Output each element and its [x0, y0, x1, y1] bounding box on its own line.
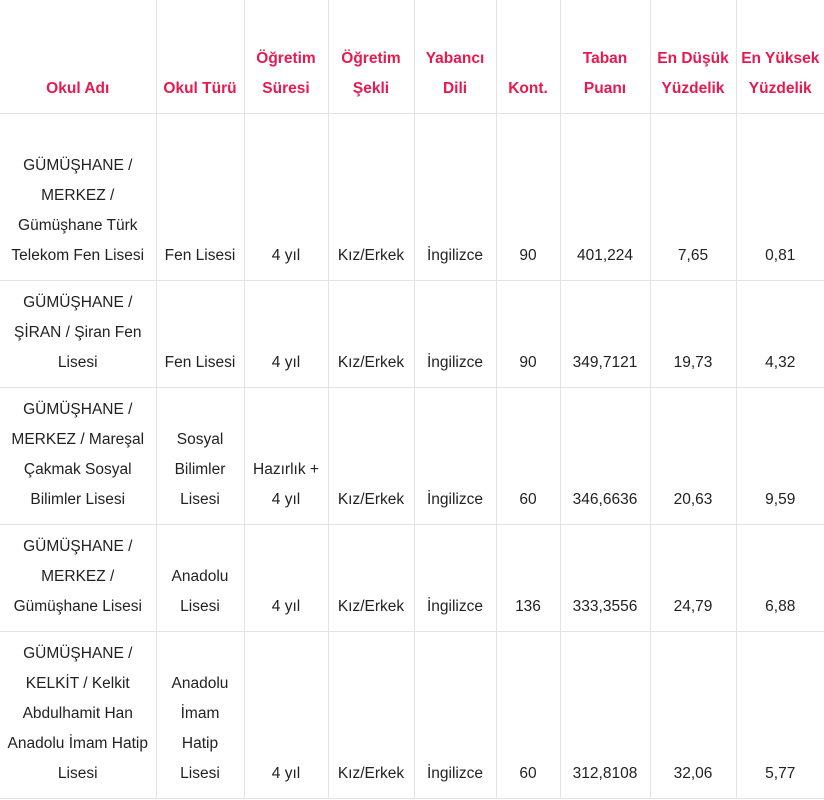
header-ogretim-sekli: Öğretim Şekli [328, 0, 414, 114]
cell-yabanci-dili: İngilizce [414, 525, 496, 632]
cell-taban-puani: 349,7121 [560, 281, 650, 388]
header-ogretim-suresi: Öğretim Süresi [244, 0, 328, 114]
table-row [0, 388, 824, 525]
cell-en-dusuk-yuzdelik: 20,63 [650, 388, 736, 525]
cell-taban-puani: 346,6636 [560, 388, 650, 525]
cell-en-dusuk-yuzdelik: 24,79 [650, 525, 736, 632]
cell-taban-puani: 312,8108 [560, 632, 650, 799]
cell-yabanci-dili: İngilizce [414, 632, 496, 799]
cell-en-dusuk-yuzdelik: 19,73 [650, 281, 736, 388]
cell-okul-adi: GÜMÜŞHANE / KELKİT / Kelkit Abdulhamit Han Anadolu İmam Hatip Lisesi [0, 632, 156, 799]
cell-yabanci-dili: İngilizce [414, 114, 496, 281]
cell-yabanci-dili: İngilizce [414, 388, 496, 525]
cell-okul-adi: GÜMÜŞHANE / MERKEZ / Mareşal Çakmak Sosyal Bilimler Lisesi [0, 388, 156, 525]
cell-okul-turu: Fen Lisesi [156, 114, 244, 281]
cell-kont: 90 [496, 281, 560, 388]
header-okul-adi: Okul Adı [0, 0, 156, 114]
cell-kont: 60 [496, 388, 560, 525]
header-yabanci-dili: Yabancı Dili [414, 0, 496, 114]
cell-okul-turu: Anadolu Lisesi [156, 525, 244, 632]
cell-okul-turu: Fen Lisesi [156, 281, 244, 388]
header-en-dusuk-yuzdelik: En Düşük Yüzdelik [650, 0, 736, 114]
cell-yabanci-dili: İngilizce [414, 281, 496, 388]
cell-en-yuksek-yuzdelik: 6,88 [736, 525, 824, 632]
cell-taban-puani: 401,224 [560, 114, 650, 281]
cell-ogretim-suresi: Hazırlık + 4 yıl [244, 388, 328, 525]
table-header-row [0, 0, 824, 114]
cell-ogretim-suresi: 4 yıl [244, 632, 328, 799]
cell-en-yuksek-yuzdelik: 4,32 [736, 281, 824, 388]
header-en-yuksek-yuzdelik: En Yüksek Yüzdelik [736, 0, 824, 114]
cell-okul-turu: Sosyal Bilimler Lisesi [156, 388, 244, 525]
cell-en-yuksek-yuzdelik: 5,77 [736, 632, 824, 799]
cell-ogretim-sekli: Kız/Erkek [328, 525, 414, 632]
cell-ogretim-sekli: Kız/Erkek [328, 114, 414, 281]
cell-okul-adi: GÜMÜŞHANE / MERKEZ / Gümüşhane Türk Telekom Fen Lisesi [0, 114, 156, 281]
cell-en-dusuk-yuzdelik: 7,65 [650, 114, 736, 281]
cell-okul-adi: GÜMÜŞHANE / MERKEZ / Gümüşhane Lisesi [0, 525, 156, 632]
table-row [0, 525, 824, 632]
table-row [0, 632, 824, 799]
cell-ogretim-sekli: Kız/Erkek [328, 281, 414, 388]
header-kont: Kont. [496, 0, 560, 114]
cell-en-yuksek-yuzdelik: 0,81 [736, 114, 824, 281]
table-row [0, 281, 824, 388]
cell-ogretim-sekli: Kız/Erkek [328, 632, 414, 799]
cell-ogretim-suresi: 4 yıl [244, 525, 328, 632]
cell-ogretim-sekli: Kız/Erkek [328, 388, 414, 525]
header-okul-turu: Okul Türü [156, 0, 244, 114]
cell-kont: 60 [496, 632, 560, 799]
cell-taban-puani: 333,3556 [560, 525, 650, 632]
header-taban-puani: Taban Puanı [560, 0, 650, 114]
cell-kont: 136 [496, 525, 560, 632]
cell-en-yuksek-yuzdelik: 9,59 [736, 388, 824, 525]
cell-okul-adi: GÜMÜŞHANE / ŞİRAN / Şiran Fen Lisesi [0, 281, 156, 388]
cell-ogretim-suresi: 4 yıl [244, 114, 328, 281]
cell-kont: 90 [496, 114, 560, 281]
cell-ogretim-suresi: 4 yıl [244, 281, 328, 388]
cell-okul-turu: Anadolu İmam Hatip Lisesi [156, 632, 244, 799]
table-row [0, 114, 824, 281]
cell-en-dusuk-yuzdelik: 32,06 [650, 632, 736, 799]
